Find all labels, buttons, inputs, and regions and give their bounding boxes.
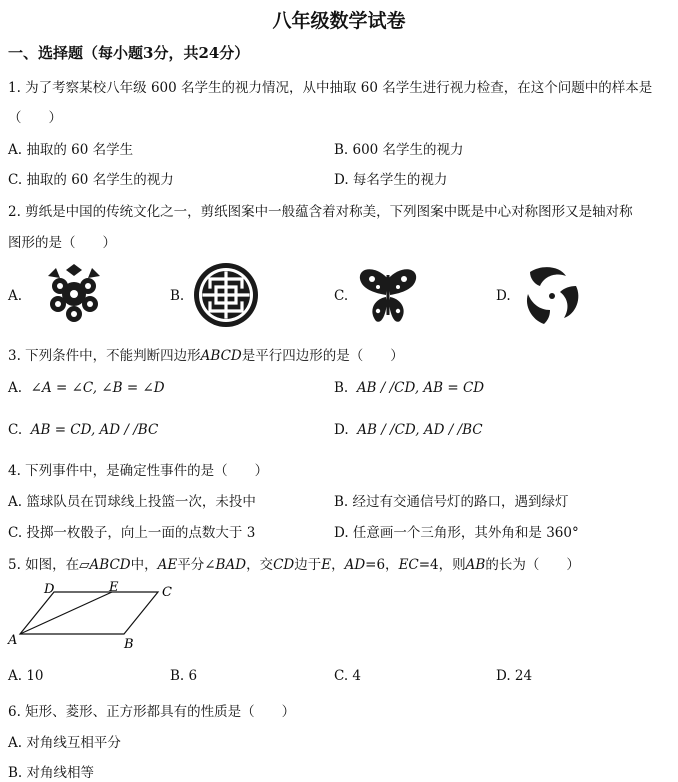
q4-option-d[interactable]: D. 任意画一个三角形，其外角和是 360° [334, 525, 579, 541]
q5-option-d[interactable]: D. 24 [496, 668, 533, 684]
q3-option-a[interactable]: A. ∠A = ∠C, ∠B = ∠D [8, 380, 165, 396]
q2-stem-line2: 图形的是（ ） [8, 235, 116, 251]
exam-title: 八年级数学试卷 [272, 10, 406, 32]
butterfly-image[interactable] [356, 265, 420, 327]
vertex-label-a: A [8, 633, 18, 648]
vertex-label-b: B [124, 637, 134, 652]
point-label-e: E [109, 580, 119, 595]
q4-option-c[interactable]: C. 投掷一枚骰子，向上一面的点数大于 3 [8, 525, 256, 541]
paper-cut-flower-image[interactable] [38, 264, 110, 326]
parallelogram-abcd [20, 592, 158, 634]
vertex-label-c: C [162, 585, 172, 600]
q2-option-b-label[interactable]: B. [170, 288, 185, 304]
shou-medallion-image[interactable] [192, 261, 260, 329]
q1-stem-line2: （ ） [8, 110, 62, 126]
q1-option-d[interactable]: D. 每名学生的视力 [334, 172, 448, 188]
q4-stem: 4. 下列事件中，是确定性事件的是（ ） [8, 463, 269, 479]
q6-stem: 6. 矩形、菱形、正方形都具有的性质是（ ） [8, 704, 296, 720]
q4-option-a[interactable]: A. 篮球队员在罚球线上投篮一次，未投中 [8, 494, 256, 510]
section-heading: 一、选择题（每小题3分，共24分） [8, 44, 250, 62]
q3-stem: 3. 下列条件中，不能判断四边形ABCD是平行四边形的是（ ） [8, 348, 404, 364]
segment-ae [20, 592, 112, 634]
q1-stem-line1: 1. 为了考察某校八年级 600 名学生的视力情况，从中抽取 60 名学生进行视力检查，在这个问题中的样本是 [8, 80, 653, 96]
q6-option-b[interactable]: B. 对角线相等 [8, 765, 95, 781]
q1-option-a[interactable]: A. 抽取的 60 名学生 [8, 142, 134, 158]
q1-option-b[interactable]: B. 600 名学生的视力 [334, 142, 464, 158]
pinwheel-image[interactable] [520, 262, 584, 328]
q5-option-a[interactable]: A. 10 [8, 668, 44, 684]
q2-option-d-label[interactable]: D. [496, 288, 511, 304]
vertex-label-d: D [44, 582, 55, 597]
q3-option-c[interactable]: C. AB = CD, AD / /BC [8, 422, 159, 438]
q4-option-b[interactable]: B. 经过有交通信号灯的路口，遇到绿灯 [334, 494, 569, 510]
q1-option-c[interactable]: C. 抽取的 60 名学生的视力 [8, 172, 174, 188]
q5-option-c[interactable]: C. 4 [334, 668, 362, 684]
q3-option-b[interactable]: B. AB / /CD, AB = CD [334, 380, 485, 396]
parallelogram-figure [6, 580, 186, 652]
q2-option-c-label[interactable]: C. [334, 288, 349, 304]
q2-option-a-label[interactable]: A. [8, 288, 23, 304]
q5-option-b[interactable]: B. 6 [170, 668, 198, 684]
q6-option-a[interactable]: A. 对角线互相平分 [8, 735, 121, 751]
q3-option-d[interactable]: D. AB / /CD, AD / /BC [334, 422, 483, 438]
q2-stem-line1: 2. 剪纸是中国的传统文化之一，剪纸图案中一般蕴含着对称美，下列图案中既是中心对称图形又是轴对称 [8, 204, 633, 220]
q5-stem: 5. 如图，在▱ABCD中，AE平分∠BAD，交CD边于E，AD=6，EC=4，则AB的长为（ ） [8, 557, 580, 573]
